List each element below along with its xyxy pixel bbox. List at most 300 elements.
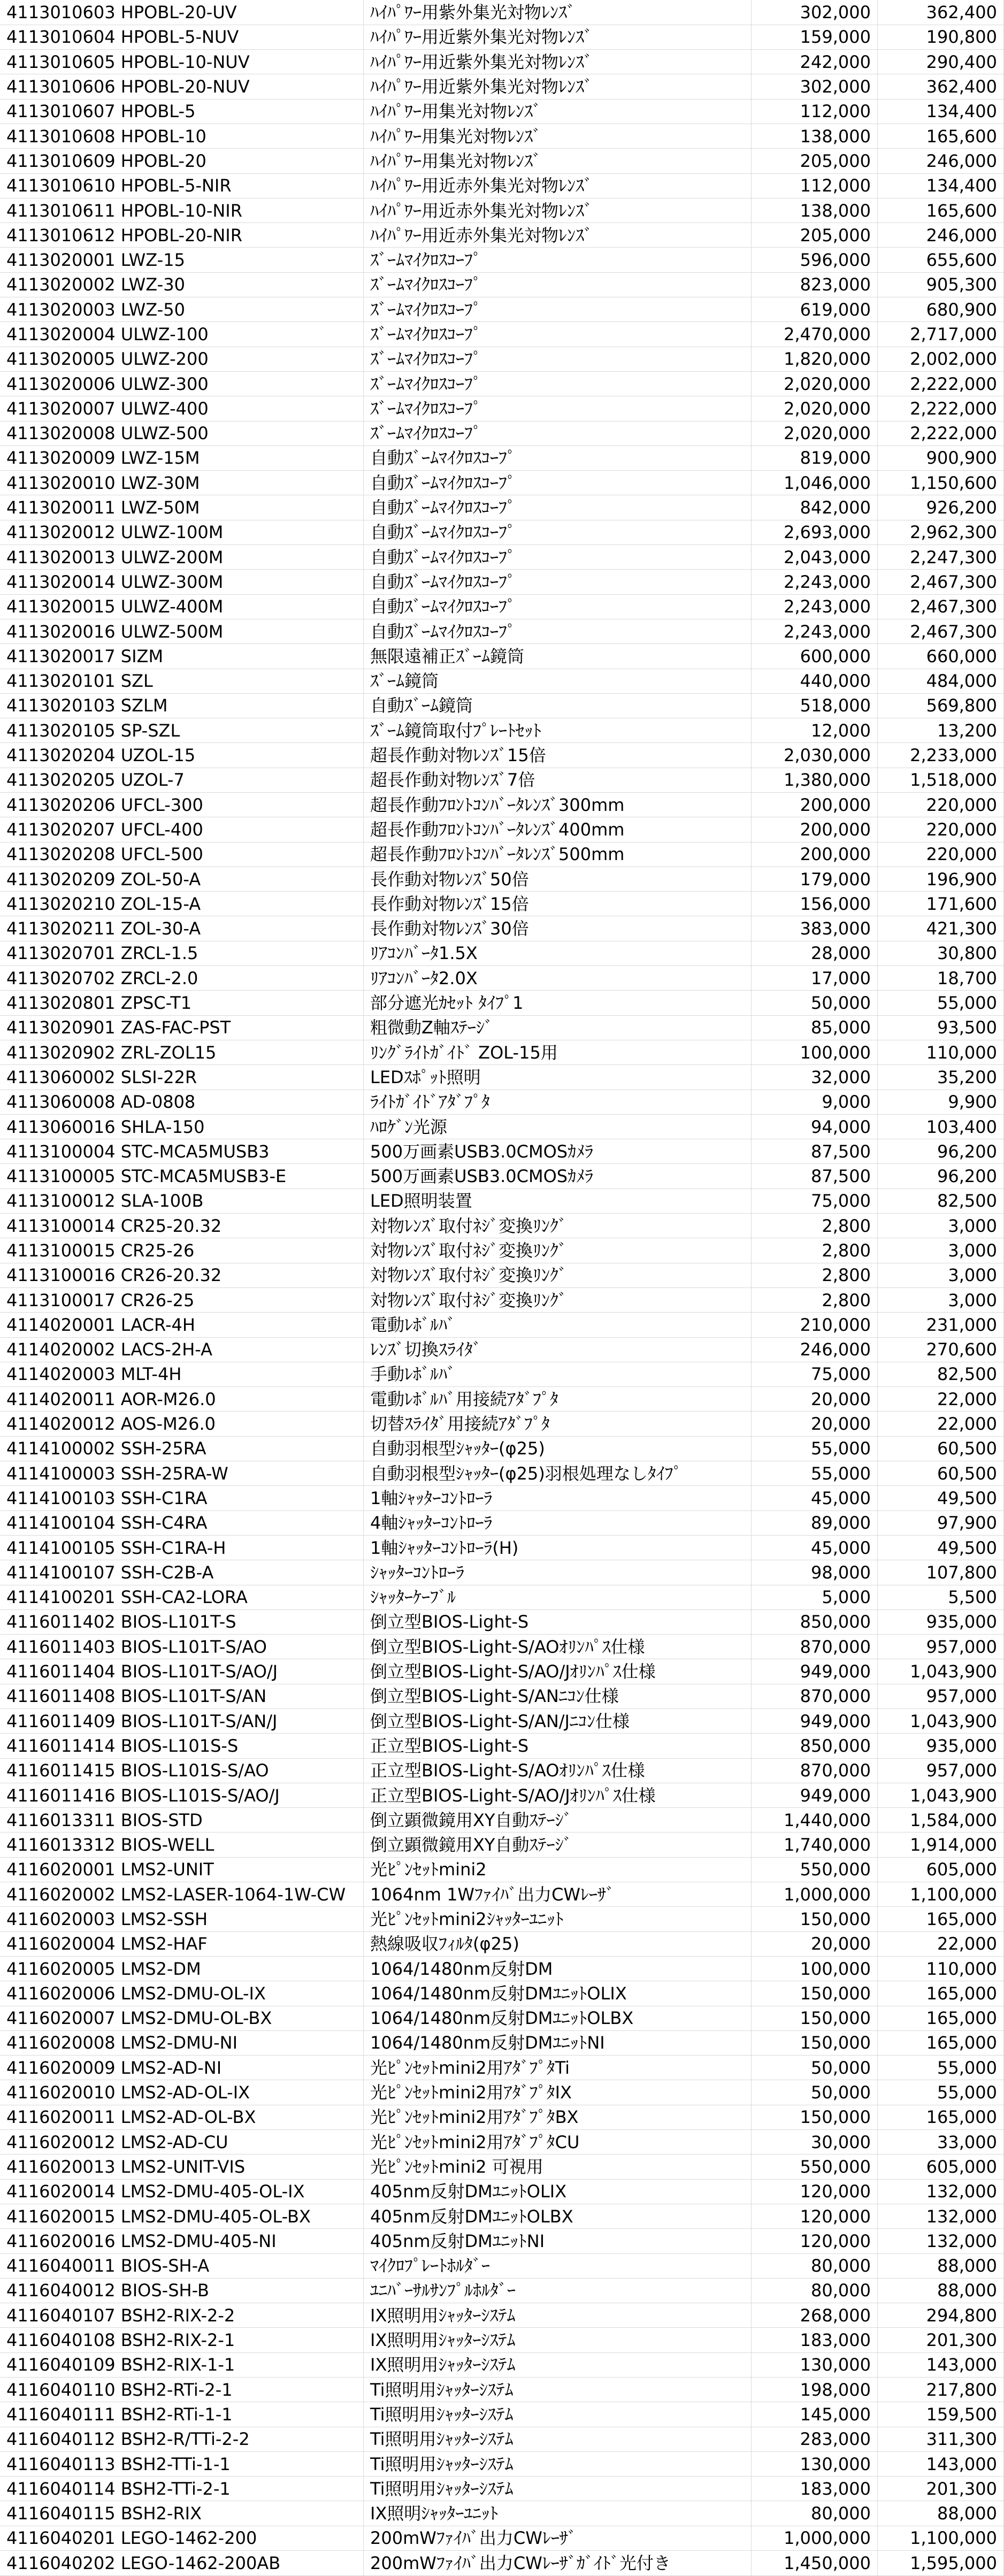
list-price-cell[interactable]: 55,000 [752,1461,878,1486]
list-price-cell[interactable]: 159,000 [752,25,878,49]
product-code-cell[interactable]: 4113020001 LWZ-15 [0,248,364,272]
list-price-cell[interactable]: 200,000 [752,842,878,867]
product-name-cell[interactable]: 自動羽根型ｼｬｯﾀｰ(φ25)羽根処理なしﾀｲﾌﾟ [364,1461,752,1486]
list-price-cell[interactable]: 112,000 [752,99,878,124]
product-name-cell[interactable]: Ti照明用ｼｬｯﾀｰｼｽﾃﾑ [364,2427,752,2451]
product-code-cell[interactable]: 4113100015 CR25-26 [0,1238,364,1263]
product-name-cell[interactable]: ﾊｲﾊﾟﾜｰ用近赤外集光対物ﾚﾝｽﾞ [364,198,752,223]
list-price-cell[interactable]: 50,000 [752,991,878,1015]
list-price-cell[interactable]: 619,000 [752,297,878,322]
price-cell[interactable]: 484,000 [878,669,1004,693]
product-name-cell[interactable]: 倒立型BIOS-Light-S [364,1609,752,1634]
product-code-cell[interactable]: 4114020011 AOR-M26.0 [0,1387,364,1412]
product-name-cell[interactable]: ｽﾞｰﾑﾏｲｸﾛｽｺｰﾌﾟ [364,248,752,272]
list-price-cell[interactable]: 100,000 [752,1956,878,1981]
product-code-cell[interactable]: 4116020005 LMS2-DM [0,1956,364,1981]
price-cell[interactable]: 22,000 [878,1931,1004,1956]
price-cell[interactable]: 132,000 [878,2179,1004,2204]
product-code-cell[interactable]: 4116011409 BIOS-L101T-S/AN/J [0,1708,364,1733]
price-cell[interactable]: 220,000 [878,793,1004,817]
list-price-cell[interactable]: 2,800 [752,1287,878,1312]
product-code-cell[interactable]: 4116020008 LMS2-DMU-NI [0,2030,364,2055]
list-price-cell[interactable]: 145,000 [752,2402,878,2427]
product-code-cell[interactable]: 4113020015 ULWZ-400M [0,594,364,619]
list-price-cell[interactable]: 150,000 [752,2006,878,2030]
list-price-cell[interactable]: 1,046,000 [752,471,878,495]
price-cell[interactable]: 88,000 [878,2253,1004,2278]
product-code-cell[interactable]: 4113010606 HPOBL-20-NUV [0,74,364,99]
price-cell[interactable]: 2,467,300 [878,619,1004,643]
product-code-cell[interactable]: 4116020002 LMS2-LASER-1064-1W-CW [0,1882,364,1907]
product-code-cell[interactable]: 4113020016 ULWZ-500M [0,619,364,643]
price-cell[interactable]: 605,000 [878,1857,1004,1882]
price-cell[interactable]: 134,400 [878,173,1004,198]
product-code-cell[interactable]: 4113020011 LWZ-50M [0,495,364,520]
list-price-cell[interactable]: 2,243,000 [752,619,878,643]
product-name-cell[interactable]: ﾊｲﾊﾟﾜｰ用近紫外集光対物ﾚﾝｽﾞ [364,25,752,49]
price-cell[interactable]: 1,043,900 [878,1659,1004,1684]
list-price-cell[interactable]: 120,000 [752,2229,878,2253]
list-price-cell[interactable]: 138,000 [752,198,878,223]
product-code-cell[interactable]: 4113020002 LWZ-30 [0,272,364,297]
price-cell[interactable]: 1,150,600 [878,471,1004,495]
product-name-cell[interactable]: 正立型BIOS-Light-S/AOｵﾘﾝﾊﾟｽ仕様 [364,1758,752,1783]
price-cell[interactable]: 9,900 [878,1090,1004,1114]
product-name-cell[interactable]: 4軸ｼｬｯﾀｰｺﾝﾄﾛｰﾗ [364,1511,752,1535]
list-price-cell[interactable]: 50,000 [752,2056,878,2080]
price-cell[interactable]: 201,300 [878,2328,1004,2352]
price-cell[interactable]: 246,000 [878,223,1004,248]
list-price-cell[interactable]: 596,000 [752,248,878,272]
product-name-cell[interactable]: 光ﾋﾟﾝｾｯﾄmini2用ｱﾀﾞﾌﾟﾀIX [364,2080,752,2105]
product-code-cell[interactable]: 4113010611 HPOBL-10-NIR [0,198,364,223]
product-code-cell[interactable]: 4114020001 LACR-4H [0,1313,364,1337]
list-price-cell[interactable]: 200,000 [752,793,878,817]
product-name-cell[interactable]: ｽﾞｰﾑ鏡筒 [364,669,752,693]
product-code-cell[interactable]: 4113020210 ZOL-15-A [0,892,364,916]
product-name-cell[interactable]: ﾊｲﾊﾟﾜｰ用紫外集光対物ﾚﾝｽﾞ [364,0,752,25]
product-code-cell[interactable]: 4116040110 BSH2-RTi-2-1 [0,2378,364,2402]
product-code-cell[interactable]: 4114100103 SSH-C1RA [0,1486,364,1511]
product-name-cell[interactable]: 1064/1480nm反射DM [364,1956,752,1981]
product-name-cell[interactable]: ﾚﾝｽﾞ切換ｽﾗｲﾀﾞ [364,1337,752,1362]
list-price-cell[interactable]: 55,000 [752,1436,878,1461]
product-name-cell[interactable]: 長作動対物ﾚﾝｽﾞ50倍 [364,867,752,891]
list-price-cell[interactable]: 1,450,000 [752,2551,878,2576]
list-price-cell[interactable]: 87,500 [752,1164,878,1189]
product-code-cell[interactable]: 4113010605 HPOBL-10-NUV [0,50,364,74]
price-cell[interactable]: 96,200 [878,1164,1004,1189]
product-name-cell[interactable]: ﾊｲﾊﾟﾜｰ用集光対物ﾚﾝｽﾞ [364,124,752,148]
list-price-cell[interactable]: 550,000 [752,2155,878,2179]
product-name-cell[interactable]: 自動ｽﾞｰﾑﾏｲｸﾛｽｺｰﾌﾟ [364,471,752,495]
price-cell[interactable]: 22,000 [878,1412,1004,1436]
price-cell[interactable]: 231,000 [878,1313,1004,1337]
product-code-cell[interactable]: 4113020014 ULWZ-300M [0,570,364,594]
list-price-cell[interactable]: 2,020,000 [752,421,878,446]
product-code-cell[interactable]: 4114020002 LACS-2H-A [0,1337,364,1362]
product-code-cell[interactable]: 4114100003 SSH-25RA-W [0,1461,364,1486]
list-price-cell[interactable]: 183,000 [752,2328,878,2352]
product-code-cell[interactable]: 4113100005 STC-MCA5MUSB3-E [0,1164,364,1189]
product-name-cell[interactable]: ﾊｲﾊﾟﾜｰ用集光対物ﾚﾝｽﾞ [364,149,752,173]
product-code-cell[interactable]: 4116020007 LMS2-DMU-OL-BX [0,2006,364,2030]
product-code-cell[interactable]: 4113100004 STC-MCA5MUSB3 [0,1139,364,1164]
list-price-cell[interactable]: 210,000 [752,1313,878,1337]
product-code-cell[interactable]: 4114020012 AOS-M26.0 [0,1412,364,1436]
price-cell[interactable]: 2,222,000 [878,421,1004,446]
product-name-cell[interactable]: 自動羽根型ｼｬｯﾀｰ(φ25) [364,1436,752,1461]
product-name-cell[interactable]: ﾊｲﾊﾟﾜｰ用集光対物ﾚﾝｽﾞ [364,99,752,124]
list-price-cell[interactable]: 2,243,000 [752,570,878,594]
price-cell[interactable]: 132,000 [878,2204,1004,2228]
list-price-cell[interactable]: 850,000 [752,1734,878,1758]
list-price-cell[interactable]: 17,000 [752,966,878,991]
product-name-cell[interactable]: 1064/1480nm反射DMﾕﾆｯﾄOLIX [364,1981,752,2006]
price-cell[interactable]: 362,400 [878,74,1004,99]
list-price-cell[interactable]: 9,000 [752,1090,878,1114]
product-code-cell[interactable]: 4113020003 LWZ-50 [0,297,364,322]
product-name-cell[interactable]: 光ﾋﾟﾝｾｯﾄmini2ｼｬｯﾀｰﾕﾆｯﾄ [364,1907,752,1931]
product-code-cell[interactable]: 4116020004 LMS2-HAF [0,1931,364,1956]
price-cell[interactable]: 88,000 [878,2501,1004,2526]
product-name-cell[interactable]: ﾕﾆﾊﾞｰｻﾙｻﾝﾌﾟﾙﾎﾙﾀﾞｰ [364,2278,752,2303]
product-code-cell[interactable]: 4116013311 BIOS-STD [0,1808,364,1833]
list-price-cell[interactable]: 150,000 [752,2030,878,2055]
price-cell[interactable]: 605,000 [878,2155,1004,2179]
price-cell[interactable]: 49,500 [878,1535,1004,1560]
price-cell[interactable]: 165,000 [878,1981,1004,2006]
product-code-cell[interactable]: 4113020006 ULWZ-300 [0,371,364,396]
price-cell[interactable]: 2,467,300 [878,594,1004,619]
price-cell[interactable]: 33,000 [878,2130,1004,2155]
product-code-cell[interactable]: 4113020211 ZOL-30-A [0,916,364,941]
price-cell[interactable]: 957,000 [878,1635,1004,1659]
product-name-cell[interactable]: 超長作動ﾌﾛﾝﾄｺﾝﾊﾞｰﾀﾚﾝｽﾞ400mm [364,817,752,842]
product-code-cell[interactable]: 4113020009 LWZ-15M [0,446,364,470]
price-cell[interactable]: 165,000 [878,2006,1004,2030]
list-price-cell[interactable]: 302,000 [752,74,878,99]
list-price-cell[interactable]: 156,000 [752,892,878,916]
product-code-cell[interactable]: 4113010604 HPOBL-5-NUV [0,25,364,49]
list-price-cell[interactable]: 130,000 [752,2352,878,2377]
product-name-cell[interactable]: 自動ｽﾞｰﾑﾏｲｸﾛｽｺｰﾌﾟ [364,446,752,470]
list-price-cell[interactable]: 112,000 [752,173,878,198]
list-price-cell[interactable]: 150,000 [752,1981,878,2006]
list-price-cell[interactable]: 819,000 [752,446,878,470]
price-cell[interactable]: 660,000 [878,644,1004,669]
price-cell[interactable]: 957,000 [878,1758,1004,1783]
price-cell[interactable]: 5,500 [878,1585,1004,1609]
list-price-cell[interactable]: 842,000 [752,495,878,520]
product-code-cell[interactable]: 4113020008 ULWZ-500 [0,421,364,446]
price-cell[interactable]: 270,600 [878,1337,1004,1362]
price-cell[interactable]: 220,000 [878,842,1004,867]
price-cell[interactable]: 1,100,000 [878,2526,1004,2550]
price-cell[interactable]: 132,000 [878,2229,1004,2253]
product-code-cell[interactable]: 4113010608 HPOBL-10 [0,124,364,148]
price-cell[interactable]: 3,000 [878,1214,1004,1238]
product-code-cell[interactable]: 4113020206 UFCL-300 [0,793,364,817]
product-code-cell[interactable]: 4113010609 HPOBL-20 [0,149,364,173]
list-price-cell[interactable]: 2,020,000 [752,396,878,421]
product-code-cell[interactable]: 4116020006 LMS2-DMU-OL-IX [0,1981,364,2006]
list-price-cell[interactable]: 283,000 [752,2427,878,2451]
product-code-cell[interactable]: 4116011415 BIOS-L101S-S/AO [0,1758,364,1783]
list-price-cell[interactable]: 600,000 [752,644,878,669]
list-price-cell[interactable]: 183,000 [752,2477,878,2501]
price-cell[interactable]: 2,247,300 [878,545,1004,570]
price-cell[interactable]: 165,600 [878,124,1004,148]
product-name-cell[interactable]: ｽﾞｰﾑﾏｲｸﾛｽｺｰﾌﾟ [364,322,752,347]
product-code-cell[interactable]: 4116011403 BIOS-L101T-S/AO [0,1635,364,1659]
price-cell[interactable]: 13,200 [878,718,1004,743]
list-price-cell[interactable]: 150,000 [752,2105,878,2129]
list-price-cell[interactable]: 130,000 [752,2451,878,2476]
product-name-cell[interactable]: 405nm反射DMﾕﾆｯﾄNI [364,2229,752,2253]
price-cell[interactable]: 60,500 [878,1461,1004,1486]
price-cell[interactable]: 22,000 [878,1387,1004,1412]
list-price-cell[interactable]: 20,000 [752,1412,878,1436]
product-name-cell[interactable]: 200mWﾌｧｲﾊﾞ出力CWﾚｰｻﾞ [364,2526,752,2550]
product-code-cell[interactable]: 4113020209 ZOL-50-A [0,867,364,891]
product-name-cell[interactable]: 正立型BIOS-Light-S [364,1734,752,1758]
product-name-cell[interactable]: ｽﾞｰﾑﾏｲｸﾛｽｺｰﾌﾟ [364,371,752,396]
product-name-cell[interactable]: 電動ﾚﾎﾞﾙﾊﾞ [364,1313,752,1337]
list-price-cell[interactable]: 98,000 [752,1560,878,1585]
list-price-cell[interactable]: 120,000 [752,2179,878,2204]
product-code-cell[interactable]: 4113020701 ZRCL-1.5 [0,941,364,965]
list-price-cell[interactable]: 870,000 [752,1758,878,1783]
price-cell[interactable]: 290,400 [878,50,1004,74]
product-code-cell[interactable]: 4116040112 BSH2-R/TTi-2-2 [0,2427,364,2451]
product-code-cell[interactable]: 4116020011 LMS2-AD-OL-BX [0,2105,364,2129]
list-price-cell[interactable]: 30,000 [752,2130,878,2155]
product-code-cell[interactable]: 4113020702 ZRCL-2.0 [0,966,364,991]
product-name-cell[interactable]: 405nm反射DMﾕﾆｯﾄOLIX [364,2179,752,2204]
product-code-cell[interactable]: 4116011416 BIOS-L101S-S/AO/J [0,1783,364,1807]
product-name-cell[interactable]: 手動ﾚﾎﾞﾙﾊﾞ [364,1362,752,1386]
product-name-cell[interactable]: 対物ﾚﾝｽﾞ取付ﾈｼﾞ変換ﾘﾝｸﾞ [364,1214,752,1238]
product-code-cell[interactable]: 4113100012 SLA-100B [0,1189,364,1213]
product-code-cell[interactable]: 4113060008 AD-0808 [0,1090,364,1114]
price-cell[interactable]: 246,000 [878,149,1004,173]
product-code-cell[interactable]: 4116040113 BSH2-TTi-1-1 [0,2451,364,2476]
product-code-cell[interactable]: 4113020004 ULWZ-100 [0,322,364,347]
price-cell[interactable]: 82,500 [878,1362,1004,1386]
list-price-cell[interactable]: 2,470,000 [752,322,878,347]
price-cell[interactable]: 421,300 [878,916,1004,941]
price-cell[interactable]: 362,400 [878,0,1004,25]
price-cell[interactable]: 55,000 [878,991,1004,1015]
product-name-cell[interactable]: ｽﾞｰﾑﾏｲｸﾛｽｺｰﾌﾟ [364,396,752,421]
price-cell[interactable]: 97,900 [878,1511,1004,1535]
product-name-cell[interactable]: 熱線吸収ﾌｨﾙﾀ(φ25) [364,1931,752,1956]
product-name-cell[interactable]: 部分遮光ｶｾｯﾄ ﾀｲﾌﾟ1 [364,991,752,1015]
price-cell[interactable]: 110,000 [878,1956,1004,1981]
product-name-cell[interactable]: Ti照明用ｼｬｯﾀｰｼｽﾃﾑ [364,2451,752,2476]
product-name-cell[interactable]: 対物ﾚﾝｽﾞ取付ﾈｼﾞ変換ﾘﾝｸﾞ [364,1238,752,1263]
list-price-cell[interactable]: 550,000 [752,1857,878,1882]
price-cell[interactable]: 2,222,000 [878,396,1004,421]
product-name-cell[interactable]: 粗微動Z軸ｽﾃｰｼﾞ [364,1015,752,1040]
product-name-cell[interactable]: 自動ｽﾞｰﾑﾏｲｸﾛｽｺｰﾌﾟ [364,520,752,545]
product-name-cell[interactable]: 自動ｽﾞｰﾑﾏｲｸﾛｽｺｰﾌﾟ [364,495,752,520]
product-code-cell[interactable]: 4113100014 CR25-20.32 [0,1214,364,1238]
product-name-cell[interactable]: 自動ｽﾞｰﾑﾏｲｸﾛｽｺｰﾌﾟ [364,619,752,643]
list-price-cell[interactable]: 1,000,000 [752,2526,878,2550]
product-code-cell[interactable]: 4116040111 BSH2-RTi-1-1 [0,2402,364,2427]
price-cell[interactable]: 159,500 [878,2402,1004,2427]
list-price-cell[interactable]: 949,000 [752,1783,878,1807]
product-name-cell[interactable]: IX照明用ｼｬｯﾀｰｼｽﾃﾑ [364,2303,752,2328]
product-name-cell[interactable]: 光ﾋﾟﾝｾｯﾄmini2用ｱﾀﾞﾌﾟﾀTi [364,2056,752,2080]
product-code-cell[interactable]: 4113020101 SZL [0,669,364,693]
list-price-cell[interactable]: 302,000 [752,0,878,25]
product-name-cell[interactable]: 1軸ｼｬｯﾀｰｺﾝﾄﾛｰﾗ(H) [364,1535,752,1560]
product-name-cell[interactable]: ﾘﾝｸﾞﾗｲﾄｶﾞｲﾄﾞ ZOL-15用 [364,1040,752,1064]
price-cell[interactable]: 655,600 [878,248,1004,272]
list-price-cell[interactable]: 20,000 [752,1387,878,1412]
product-code-cell[interactable]: 4116040108 BSH2-RIX-2-1 [0,2328,364,2352]
product-code-cell[interactable]: 4116011402 BIOS-L101T-S [0,1609,364,1634]
price-cell[interactable]: 926,200 [878,495,1004,520]
list-price-cell[interactable]: 2,243,000 [752,594,878,619]
price-cell[interactable]: 905,300 [878,272,1004,297]
list-price-cell[interactable]: 949,000 [752,1659,878,1684]
product-code-cell[interactable]: 4114100107 SSH-C2B-A [0,1560,364,1585]
product-code-cell[interactable]: 4116040109 BSH2-RIX-1-1 [0,2352,364,2377]
list-price-cell[interactable]: 120,000 [752,2204,878,2228]
product-code-cell[interactable]: 4113020207 UFCL-400 [0,817,364,842]
price-cell[interactable]: 30,800 [878,941,1004,965]
list-price-cell[interactable]: 75,000 [752,1189,878,1213]
product-code-cell[interactable]: 4116013312 BIOS-WELL [0,1833,364,1857]
price-cell[interactable]: 957,000 [878,1684,1004,1708]
product-code-cell[interactable]: 4116040201 LEGO-1462-200 [0,2526,364,2550]
product-name-cell[interactable]: 1064nm 1Wﾌｧｲﾊﾞ出力CWﾚｰｻﾞ [364,1882,752,1907]
list-price-cell[interactable]: 12,000 [752,718,878,743]
price-cell[interactable]: 82,500 [878,1189,1004,1213]
product-name-cell[interactable]: 光ﾋﾟﾝｾｯﾄmini2 [364,1857,752,1882]
product-code-cell[interactable]: 4113020017 SIZM [0,644,364,669]
price-cell[interactable]: 2,233,000 [878,743,1004,768]
product-code-cell[interactable]: 4113060002 SLSI-22R [0,1065,364,1090]
product-name-cell[interactable]: 光ﾋﾟﾝｾｯﾄmini2用ｱﾀﾞﾌﾟﾀBX [364,2105,752,2129]
price-cell[interactable]: 134,400 [878,99,1004,124]
product-name-cell[interactable]: 1064/1480nm反射DMﾕﾆｯﾄOLBX [364,2006,752,2030]
product-name-cell[interactable]: IX照明用ｼｬｯﾀｰｼｽﾃﾑ [364,2328,752,2352]
list-price-cell[interactable]: 870,000 [752,1684,878,1708]
list-price-cell[interactable]: 2,800 [752,1263,878,1287]
list-price-cell[interactable]: 383,000 [752,916,878,941]
price-cell[interactable]: 569,800 [878,693,1004,718]
product-code-cell[interactable]: 4113020208 UFCL-500 [0,842,364,867]
product-name-cell[interactable]: 長作動対物ﾚﾝｽﾞ30倍 [364,916,752,941]
list-price-cell[interactable]: 1,740,000 [752,1833,878,1857]
price-cell[interactable]: 171,600 [878,892,1004,916]
product-name-cell[interactable]: 200mWﾌｧｲﾊﾞ出力CWﾚｰｻﾞｶﾞｲﾄﾞ光付き [364,2551,752,2576]
product-code-cell[interactable]: 4116020015 LMS2-DMU-405-OL-BX [0,2204,364,2228]
list-price-cell[interactable]: 85,000 [752,1015,878,1040]
product-code-cell[interactable]: 4114100002 SSH-25RA [0,1436,364,1461]
price-cell[interactable]: 3,000 [878,1287,1004,1312]
product-name-cell[interactable]: LED照明装置 [364,1189,752,1213]
price-cell[interactable]: 165,000 [878,2105,1004,2129]
product-code-cell[interactable]: 4113020205 UZOL-7 [0,768,364,792]
product-name-cell[interactable]: 超長作動ﾌﾛﾝﾄｺﾝﾊﾞｰﾀﾚﾝｽﾞ300mm [364,793,752,817]
product-code-cell[interactable]: 4114100105 SSH-C1RA-H [0,1535,364,1560]
list-price-cell[interactable]: 75,000 [752,1362,878,1386]
list-price-cell[interactable]: 20,000 [752,1931,878,1956]
product-code-cell[interactable]: 4116040011 BIOS-SH-A [0,2253,364,2278]
list-price-cell[interactable]: 100,000 [752,1040,878,1064]
list-price-cell[interactable]: 2,800 [752,1214,878,1238]
product-name-cell[interactable]: ｽﾞｰﾑﾏｲｸﾛｽｺｰﾌﾟ [364,347,752,371]
price-cell[interactable]: 1,043,900 [878,1708,1004,1733]
list-price-cell[interactable]: 45,000 [752,1535,878,1560]
price-cell[interactable]: 2,717,000 [878,322,1004,347]
price-cell[interactable]: 935,000 [878,1609,1004,1634]
price-cell[interactable]: 1,043,900 [878,1783,1004,1807]
price-cell[interactable]: 165,000 [878,1907,1004,1931]
product-code-cell[interactable]: 4116040012 BIOS-SH-B [0,2278,364,2303]
product-name-cell[interactable]: 倒立型BIOS-Light-S/ANﾆｺﾝ仕様 [364,1684,752,1708]
list-price-cell[interactable]: 2,693,000 [752,520,878,545]
product-code-cell[interactable]: 4113100016 CR26-20.32 [0,1263,364,1287]
list-price-cell[interactable]: 150,000 [752,1907,878,1931]
product-name-cell[interactable]: ﾏｲｸﾛﾌﾟﾚｰﾄﾎﾙﾀﾞｰ [364,2253,752,2278]
list-price-cell[interactable]: 2,800 [752,1238,878,1263]
list-price-cell[interactable]: 518,000 [752,693,878,718]
price-cell[interactable]: 103,400 [878,1114,1004,1139]
product-code-cell[interactable]: 4116020013 LMS2-UNIT-VIS [0,2155,364,2179]
product-name-cell[interactable]: 倒立型BIOS-Light-S/AN/Jﾆｺﾝ仕様 [364,1708,752,1733]
price-cell[interactable]: 2,222,000 [878,371,1004,396]
product-name-cell[interactable]: 倒立型BIOS-Light-S/AO/Jｵﾘﾝﾊﾟｽ仕様 [364,1659,752,1684]
list-price-cell[interactable]: 80,000 [752,2501,878,2526]
list-price-cell[interactable]: 80,000 [752,2278,878,2303]
price-cell[interactable]: 60,500 [878,1436,1004,1461]
product-name-cell[interactable]: ﾊｲﾊﾟﾜｰ用近紫外集光対物ﾚﾝｽﾞ [364,74,752,99]
list-price-cell[interactable]: 138,000 [752,124,878,148]
product-name-cell[interactable]: 電動ﾚﾎﾞﾙﾊﾞ用接続ｱﾀﾞﾌﾟﾀ [364,1387,752,1412]
product-name-cell[interactable]: ｽﾞｰﾑﾏｲｸﾛｽｺｰﾌﾟ [364,421,752,446]
product-name-cell[interactable]: ﾊｲﾊﾟﾜｰ用近紫外集光対物ﾚﾝｽﾞ [364,50,752,74]
price-cell[interactable]: 143,000 [878,2352,1004,2377]
price-cell[interactable]: 900,900 [878,446,1004,470]
list-price-cell[interactable]: 198,000 [752,2378,878,2402]
product-code-cell[interactable]: 4113020204 UZOL-15 [0,743,364,768]
price-cell[interactable]: 96,200 [878,1139,1004,1164]
product-name-cell[interactable]: 超長作動ﾌﾛﾝﾄｺﾝﾊﾞｰﾀﾚﾝｽﾞ500mm [364,842,752,867]
product-name-cell[interactable]: 切替ｽﾗｲﾀﾞ用接続ｱﾀﾞﾌﾟﾀ [364,1412,752,1436]
list-price-cell[interactable]: 242,000 [752,50,878,74]
price-cell[interactable]: 935,000 [878,1734,1004,1758]
list-price-cell[interactable]: 200,000 [752,817,878,842]
product-code-cell[interactable]: 4116040114 BSH2-TTi-2-1 [0,2477,364,2501]
product-code-cell[interactable]: 4114100201 SSH-CA2-LORA [0,1585,364,1609]
product-code-cell[interactable]: 4116011408 BIOS-L101T-S/AN [0,1684,364,1708]
product-name-cell[interactable]: 1064/1480nm反射DMﾕﾆｯﾄNI [364,2030,752,2055]
list-price-cell[interactable]: 205,000 [752,149,878,173]
price-cell[interactable]: 1,100,000 [878,1882,1004,1907]
product-code-cell[interactable]: 4113010610 HPOBL-5-NIR [0,173,364,198]
price-cell[interactable]: 2,962,300 [878,520,1004,545]
price-cell[interactable]: 2,002,000 [878,347,1004,371]
product-name-cell[interactable]: 対物ﾚﾝｽﾞ取付ﾈｼﾞ変換ﾘﾝｸﾞ [364,1287,752,1312]
product-name-cell[interactable]: 自動ｽﾞｰﾑ鏡筒 [364,693,752,718]
